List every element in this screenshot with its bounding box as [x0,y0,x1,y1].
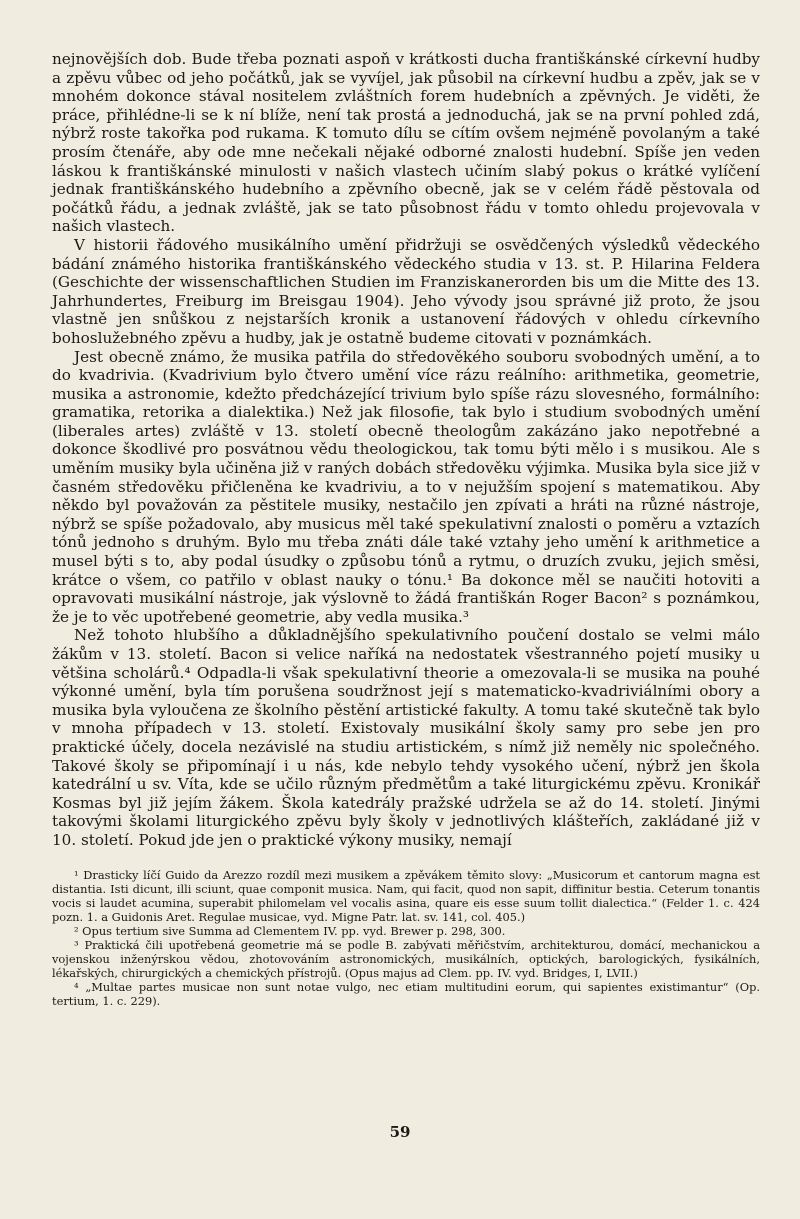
footnote-1: ¹ Drasticky líčí Guido da Arezzo rozdíl mezi musikem a zpěvákem těmito slovy: „Musicorum et cantorum magna est distantia. Isti dicunt, illi sciunt, quae componit musica. Nam, qui facit, quod non sapit, diffinitur bestia. Ceterum tonantis vocis si laudet acumina, superabit philomelam vel vocalis asina, quare eis esse suum tollit dialectica.“ (Felder 1. c. 424 pozn. 1. a Guidonis Aret. Regulae musicae, vyd. Migne Patr. lat. sv. 141, col. 405.) [52,867,760,924]
footnote-4: ⁴ „Multae partes musicae non sunt notae vulgo, nec etiam multitudini eorum, qui sapientes existimantur“ (Op. tertium, 1. c. 229). [52,980,760,1009]
footnote-2: ² Opus tertium sive Summa ad Clementem IV. pp. vyd. Brewer p. 298, 300. [74,923,506,938]
footnotes [52,868,760,1009]
page-number: 59 [389,1123,411,1141]
footnote-3: ³ Praktická čili upotřebená geometrie má se podle B. zabývati měřičstvím, architekturou, domácí, mechanickou a vojenskou inženýrskou vědou, zhotovováním astronomických, musikálních, optických, barologických, fysikálních, lékařských, chirurgických a chemických přístrojů. (Opus majus ad Clem. pp. IV. vyd. Bridges, I, LVII.) [52,938,760,981]
paragraph-2: V historii řádového musikálního umění přidržuji se osvědčených výsledků vědeckého bádání známého historika františkánského vědeckého studia v 13. st. P. Hilarina Feldera (Geschichte der wissenschaftlichen Studien im Franziskanerorden bis um die Mitte des 13. Jahrhundertes, Freiburg im Breisgau 1904). Jeho vývody jsou správné již proto, že jsou vlastně jen snůškou z nejstarších kronik a ustanovení řádových v ohledu církevního bohoslužebného zpěvu a hudby, jak je ostatně budeme citovati v poznámkách. [52,235,760,347]
body-text [52,50,760,850]
paragraph-1: nejnovějších dob. Bude třeba poznati aspoň v krátkosti ducha františkánské církevní hudby a zpěvu vůbec od jeho počátků, jak se vyvíjel, jak působil na církevní hudbu a zpěv, jak se v mnohém dokonce stával nositelem zvláštních forem hudebních a zpěvných. Je viděti, že práce, přihlédne-li se k ní blíže, není tak prostá a jednoduchá, jak se na první pohled zdá, nýbrž roste takořka pod rukama. K tomuto dílu se cítím ovšem nejméně povolaným a také prosím čtenáře, aby ode mne nečekali nějaké odborné znalosti hudební. Spíše jen veden láskou k františkánské minulosti v našich vlastech učiním slabý pokus o krátké vylíčení jednak františkánského hudebního a zpěvního obecně, jak se v celém řádě pěstovala od počátků řádu, a jednak zvláště, jak se tato působnost řádu v tomto ohledu projevovala v našich vlastech. [52,50,760,236]
paragraph-3: Jest obecně známo, že musika patřila do středověkého souboru svobodných umění, a to do kvadrivia. (Kvadrivium bylo čtvero umění více rázu reálního: arithmetika, geometrie, musika a astronomie, kdežto předcházející trivium bylo spíše rázu slovesného, formálního: gramatika, retorika a dialektika.) Než jak filosofie, tak bylo i studium svobodných umění (liberales artes) zvláště v 13. století obecně theologům zakázáno jako nepotřebné a dokonce škodlivé pro posvátnou vědu theologickou, tak tomu býti mělo i s musikou. Ale s uměním musiky byla učiněna již v raných dobách středověku výjimka. Musika byla sice již v časném středověku přičleněna ke kvadriviu, a to v nejužším spojení s matematikou. Aby někdo byl považován za pěstitele musiky, nestačilo jen zpívati a hráti na různé nástroje, nýbrž se spíše požadovalo, aby musicus měl také spekulativní znalosti o poměru a vztazích tónů jednoho s druhým. Bylo mu třeba znáti dále také vztahy jeho umění k arithmetice a musel býti s to, aby podal úsudky o způsobu tónů a rytmu, o druzích zvuku, jejich směsi, krátce o všem, co patřilo v oblast nauky o tónu.¹ Ba dokonce měl se naučiti hotoviti a opravovati musikální nástroje, jak výslovně to žádá františkán Roger Bacon² s poznámkou, že je to věc upotřebené geometrie, aby vedla musika.³ [52,347,760,626]
paragraph-4: Než tohoto hlubšího a důkladnějšího spekulativního poučení dostalo se velmi málo žákům v 13. století. Bacon si velice naříká na nedostatek všestranného pojetí musiky u většina scholárů.⁴ Odpadla-li však spekulativní theorie a omezovala-li se musika na pouhé výkonné umění, byla tím porušena soudržnost její s matematicko-kvadriviálními obory a musika byla vyloučena ze školního pěstění artistické fakulty. A tomu také skutečně tak bylo v mnoha případech v 13. století. Existovaly musikální školy samy pro sebe jen pro praktické účely, docela nezávislé na studiu artistickém, s nímž již neměly nic společného. Takové školy se připomínají i u nás, kde nebylo tehdy vysokého učení, nýbrž jen škola katedrální u sv. Víta, kde se učilo různým předmětům a také liturgickému zpěvu. Kronikář Kosmas byl již jejím žákem. Škola katedrály pražské udržela se až do 14. století. Jinými takovými školami liturgického zpěvu byly školy v jednotlivých klášteřích, zakládané již v 10. století. Pokud jde jen o praktické výkony musiky, nemají [52,626,760,849]
